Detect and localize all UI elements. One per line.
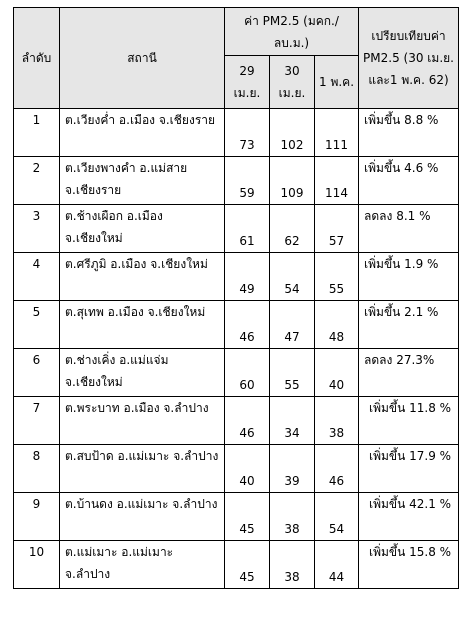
header-pm-group: ค่า PM2.5 (มคก./ลบ.ม.) xyxy=(225,8,359,56)
row-no: 2 xyxy=(14,157,60,205)
row-pm-30apr: 54 xyxy=(270,253,315,301)
row-pm-30apr: 102 xyxy=(270,109,315,157)
row-no: 6 xyxy=(14,349,60,397)
row-pm-29apr: 46 xyxy=(225,301,270,349)
row-station: ต.สุเทพ อ.เมือง จ.เชียงใหม่ xyxy=(60,301,225,349)
header-no: ลำดับ xyxy=(14,8,60,109)
row-pm-1may: 55 xyxy=(315,253,359,301)
row-station: ต.พระบาท อ.เมือง จ.ลำปาง xyxy=(60,397,225,445)
row-compare: เพิ่มขึ้น 4.6 % xyxy=(359,157,459,205)
row-pm-30apr: 109 xyxy=(270,157,315,205)
row-station: ต.แม่เมาะ อ.แม่เมาะ จ.ลำปาง xyxy=(60,541,225,589)
table-row xyxy=(14,445,459,493)
row-pm-30apr: 39 xyxy=(270,445,315,493)
row-compare: ลดลง 8.1 % xyxy=(359,205,459,253)
row-pm-30apr: 38 xyxy=(270,493,315,541)
row-pm-1may: 46 xyxy=(315,445,359,493)
header-date-2: 30 เม.ย. xyxy=(270,56,315,109)
table-row xyxy=(14,109,459,157)
row-pm-29apr: 60 xyxy=(225,349,270,397)
row-pm-1may: 54 xyxy=(315,493,359,541)
table-row xyxy=(14,349,459,397)
row-compare: ลดลง 27.3% xyxy=(359,349,459,397)
row-no: 4 xyxy=(14,253,60,301)
row-pm-29apr: 61 xyxy=(225,205,270,253)
row-station: ต.เวียงพางคำ อ.แม่สาย จ.เชียงราย xyxy=(60,157,225,205)
row-no: 10 xyxy=(14,541,60,589)
row-no: 5 xyxy=(14,301,60,349)
table-row xyxy=(14,541,459,589)
row-pm-1may: 44 xyxy=(315,541,359,589)
table-row xyxy=(14,493,459,541)
row-station: ต.สบป้าด อ.แม่เมาะ จ.ลำปาง xyxy=(60,445,225,493)
row-pm-30apr: 62 xyxy=(270,205,315,253)
table-header xyxy=(14,8,459,109)
header-compare: เปรียบเทียบค่า PM2.5 (30 เม.ย. และ1 พ.ค. 62) xyxy=(359,8,459,109)
row-pm-29apr: 45 xyxy=(225,541,270,589)
row-pm-1may: 111 xyxy=(315,109,359,157)
row-no: 1 xyxy=(14,109,60,157)
row-no: 8 xyxy=(14,445,60,493)
row-pm-29apr: 40 xyxy=(225,445,270,493)
table-row xyxy=(14,205,459,253)
row-station: ต.เวียงค่ำ อ.เมือง จ.เชียงราย xyxy=(60,109,225,157)
table-body xyxy=(14,109,459,589)
table-row xyxy=(14,301,459,349)
table-row xyxy=(14,253,459,301)
row-pm-1may: 38 xyxy=(315,397,359,445)
header-row xyxy=(14,8,459,56)
row-pm-29apr: 49 xyxy=(225,253,270,301)
row-compare: เพิ่มขึ้น 17.9 % xyxy=(359,445,459,493)
row-pm-1may: 40 xyxy=(315,349,359,397)
header-date-1: 29 เม.ย. xyxy=(225,56,270,109)
row-station: ต.ช้างเผือก อ.เมือง จ.เชียงใหม่ xyxy=(60,205,225,253)
row-pm-29apr: 46 xyxy=(225,397,270,445)
row-compare: เพิ่มขึ้น 15.8 % xyxy=(359,541,459,589)
row-pm-30apr: 55 xyxy=(270,349,315,397)
row-pm-30apr: 34 xyxy=(270,397,315,445)
row-no: 9 xyxy=(14,493,60,541)
row-pm-30apr: 47 xyxy=(270,301,315,349)
table-row xyxy=(14,397,459,445)
row-pm-29apr: 45 xyxy=(225,493,270,541)
row-pm-29apr: 59 xyxy=(225,157,270,205)
row-compare: เพิ่มขึ้น 1.9 % xyxy=(359,253,459,301)
row-pm-1may: 57 xyxy=(315,205,359,253)
table-row xyxy=(14,157,459,205)
row-pm-1may: 48 xyxy=(315,301,359,349)
row-compare: เพิ่มขึ้น 11.8 % xyxy=(359,397,459,445)
row-station: ต.บ้านดง อ.แม่เมาะ จ.ลำปาง xyxy=(60,493,225,541)
row-pm-30apr: 38 xyxy=(270,541,315,589)
pm25-table xyxy=(13,7,459,589)
row-station: ต.ศรีภูมิ อ.เมือง จ.เชียงใหม่ xyxy=(60,253,225,301)
row-compare: เพิ่มขึ้น 8.8 % xyxy=(359,109,459,157)
row-no: 7 xyxy=(14,397,60,445)
row-compare: เพิ่มขึ้น 2.1 % xyxy=(359,301,459,349)
header-date-3: 1 พ.ค. xyxy=(315,56,359,109)
row-pm-29apr: 73 xyxy=(225,109,270,157)
row-pm-1may: 114 xyxy=(315,157,359,205)
header-station: สถานี xyxy=(60,8,225,109)
row-station: ต.ช่างเคิ่ง อ.แม่แจ่ม จ.เชียงใหม่ xyxy=(60,349,225,397)
row-no: 3 xyxy=(14,205,60,253)
row-compare: เพิ่มขึ้น 42.1 % xyxy=(359,493,459,541)
